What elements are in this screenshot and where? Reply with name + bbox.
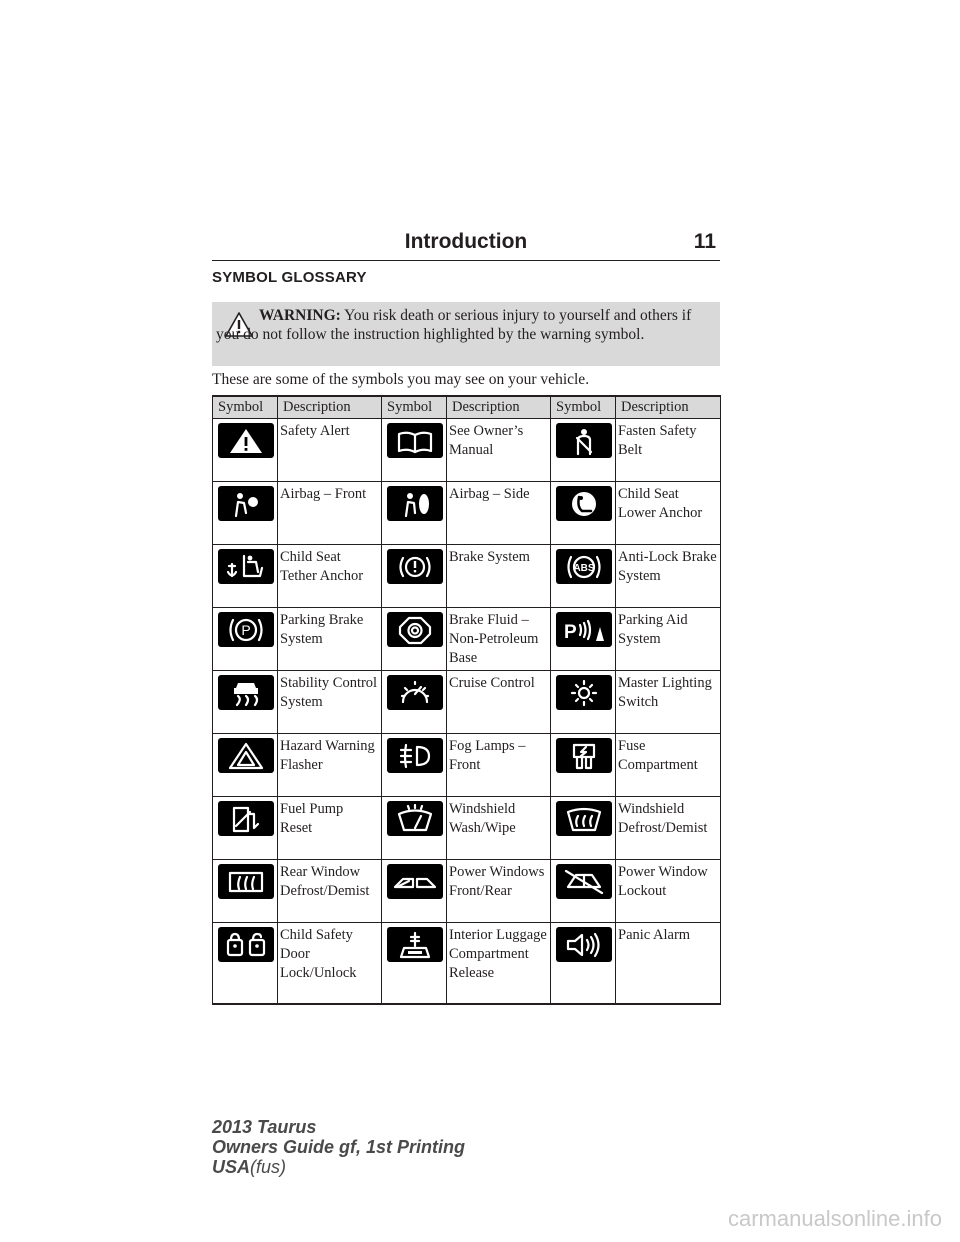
column-header: Description (447, 396, 551, 419)
column-header: Description (278, 396, 382, 419)
column-header: Symbol (213, 396, 278, 419)
warning-body: You risk death or serious injury to yourself and others if you do not follow the instruction highlighted by the warning symbol. (216, 307, 692, 343)
description-cell: Child Safety Door Lock/Unlock (278, 923, 382, 1005)
symbol-cell (382, 734, 447, 797)
table-row (213, 608, 721, 671)
child-seat-lower-anchor-icon (556, 486, 612, 521)
page-header (212, 230, 720, 261)
description-cell: Cruise Control (447, 671, 551, 734)
description-cell: Fasten Safety Belt (616, 419, 721, 482)
safety-alert-icon (218, 423, 274, 458)
symbol-cell (213, 482, 278, 545)
svg-text:P: P (241, 621, 251, 638)
description-cell: Child Seat Tether Anchor (278, 545, 382, 608)
description-cell: Power Windows Front/Rear (447, 860, 551, 923)
luggage-release-icon (387, 927, 443, 962)
symbol-cell (551, 734, 616, 797)
page-number: 11 (693, 230, 716, 253)
description-cell: Hazard Warning Flasher (278, 734, 382, 797)
symbol-cell (213, 419, 278, 482)
master-lighting-icon (556, 675, 612, 710)
description-cell: Airbag – Front (278, 482, 382, 545)
symbol-cell (551, 545, 616, 608)
rear-window-defrost-icon (218, 864, 274, 899)
column-header: Description (616, 396, 721, 419)
warning-text (216, 306, 706, 344)
symbol-cell (213, 734, 278, 797)
svg-text:P: P (564, 621, 577, 643)
chapter-title: Introduction (404, 230, 528, 253)
symbol-cell (551, 797, 616, 860)
panic-alarm-icon (556, 927, 612, 962)
symbol-cell (551, 608, 616, 671)
cruise-control-icon (387, 675, 443, 710)
symbol-cell (213, 671, 278, 734)
symbol-cell (382, 608, 447, 671)
symbol-cell (213, 545, 278, 608)
fuse-compartment-icon (556, 738, 612, 773)
intro-text: These are some of the symbols you may see on your vehicle. (212, 371, 590, 388)
hazard-warning-icon (218, 738, 274, 773)
table-row (213, 545, 721, 608)
footer-line: 2013 Taurus (212, 1117, 317, 1137)
airbag-front-icon (218, 486, 274, 521)
table-row (213, 734, 721, 797)
description-cell: Brake System (447, 545, 551, 608)
symbol-cell (551, 419, 616, 482)
description-cell: Windshield Defrost/Demist (616, 797, 721, 860)
table-row (213, 482, 721, 545)
abs-icon (556, 549, 612, 584)
stability-control-icon (218, 675, 274, 710)
warning-box (212, 302, 720, 366)
symbol-cell (382, 671, 447, 734)
power-windows-icon (387, 864, 443, 899)
footer-suffix: (fus) (250, 1157, 287, 1177)
section-title: SYMBOL GLOSSARY (212, 269, 367, 286)
watermark: carmanualsonline.info (727, 1206, 942, 1231)
description-cell: Safety Alert (278, 419, 382, 482)
table-row (213, 671, 721, 734)
description-cell: Fuse Compartment (616, 734, 721, 797)
seatbelt-icon (556, 423, 612, 458)
symbol-cell (213, 797, 278, 860)
description-cell: Fuel Pump Reset (278, 797, 382, 860)
table-row (213, 797, 721, 860)
description-cell: Fog Lamps – Front (447, 734, 551, 797)
warning-label: WARNING: (259, 307, 341, 324)
symbol-cell (382, 482, 447, 545)
symbol-cell (382, 797, 447, 860)
windshield-defrost-icon (556, 801, 612, 836)
symbol-cell (382, 419, 447, 482)
parking-brake-icon (218, 612, 274, 647)
description-cell: See Owner’s Manual (447, 419, 551, 482)
symbol-cell (213, 923, 278, 1005)
symbol-cell (382, 860, 447, 923)
brake-system-icon (387, 549, 443, 584)
footer-line: USA(fus) (212, 1157, 287, 1177)
symbol-cell (551, 671, 616, 734)
description-cell: Brake Fluid – Non-Petroleum Base (447, 608, 551, 671)
description-cell: Child Seat Lower Anchor (616, 482, 721, 545)
description-cell: Master Lighting Switch (616, 671, 721, 734)
description-cell: Rear Window Defrost/Demist (278, 860, 382, 923)
description-cell: Interior Luggage Compartment Release (447, 923, 551, 1005)
child-safety-lock-icon (218, 927, 274, 962)
description-cell: Airbag – Side (447, 482, 551, 545)
child-seat-tether-anchor-icon (218, 549, 274, 584)
brake-fluid-icon (387, 612, 443, 647)
symbol-glossary-table (212, 395, 721, 1005)
column-header: Symbol (551, 396, 616, 419)
description-cell: Windshield Wash/Wipe (447, 797, 551, 860)
fog-lamps-icon (387, 738, 443, 773)
description-cell: Panic Alarm (616, 923, 721, 1005)
symbol-cell (382, 545, 447, 608)
table-row (213, 860, 721, 923)
table-header-row (213, 396, 721, 419)
owners-manual-icon (387, 423, 443, 458)
description-cell: Parking Brake System (278, 608, 382, 671)
description-cell: Stability Control System (278, 671, 382, 734)
symbol-cell (213, 608, 278, 671)
description-cell: Parking Aid System (616, 608, 721, 671)
description-cell: Power Window Lockout (616, 860, 721, 923)
description-cell: Anti-Lock Brake System (616, 545, 721, 608)
parking-aid-icon (556, 612, 612, 647)
fuel-pump-reset-icon (218, 801, 274, 836)
table-row (213, 923, 721, 1005)
symbol-cell (551, 482, 616, 545)
symbol-cell (551, 923, 616, 1005)
airbag-side-icon (387, 486, 443, 521)
svg-text:ABS: ABS (573, 562, 595, 574)
footer-line: Owners Guide gf, 1st Printing (212, 1137, 466, 1157)
symbol-cell (551, 860, 616, 923)
power-window-lockout-icon (556, 864, 612, 899)
document-footer (212, 1117, 465, 1177)
column-header: Symbol (382, 396, 447, 419)
symbol-cell (382, 923, 447, 1005)
symbol-cell (213, 860, 278, 923)
windshield-wash-wipe-icon (387, 801, 443, 836)
table-row (213, 419, 721, 482)
